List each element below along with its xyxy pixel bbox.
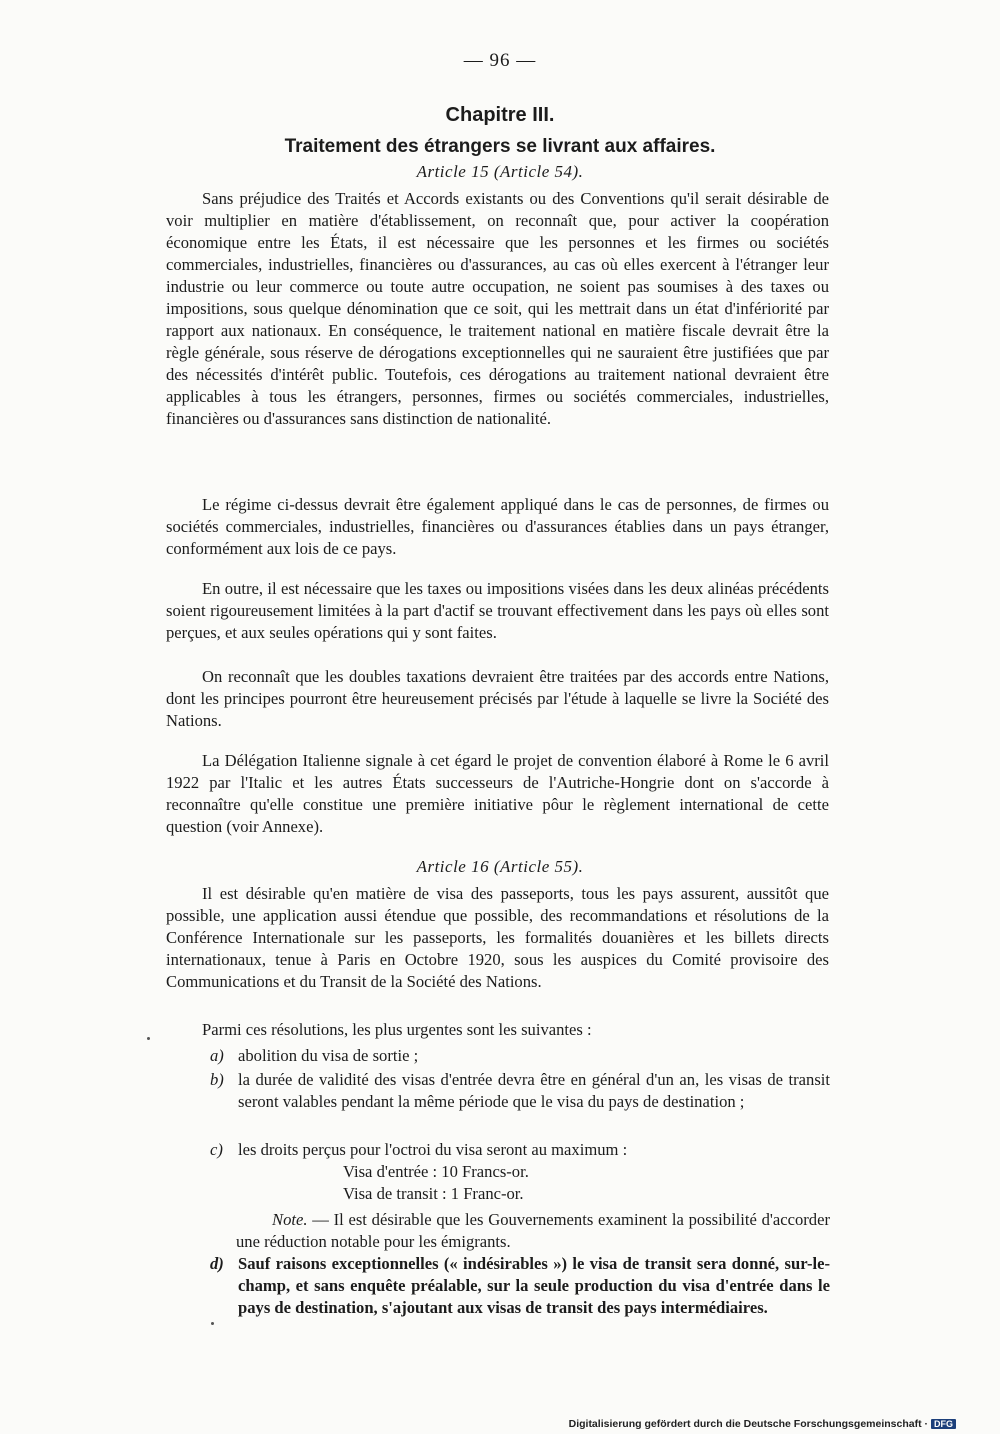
chapter-subtitle: Traitement des étrangers se livrant aux affaires. (284, 136, 716, 157)
list-label: c) (210, 1140, 223, 1159)
note-paragraph (236, 1209, 830, 1253)
article-15-paragraph-4: On reconnaît que les doubles taxations devraient être traitées par des accords entre Nations, dont les principes pourront être heureusement précisés par l'étude à laquelle se livre la Société des Nations. (166, 667, 829, 730)
chapter-title: Chapitre III. (445, 104, 555, 126)
visa-entry-fee: Visa d'entrée : 10 Francs-or. (343, 1162, 529, 1181)
note-label: Note. (272, 1210, 308, 1229)
list-item-a (210, 1045, 830, 1067)
list-text: abolition du visa de sortie ; (238, 1046, 419, 1065)
visa-transit-fee: Visa de transit : 1 Franc-or. (343, 1184, 524, 1203)
footer-text: Digitalisierung gefördert durch die Deutsche Forschungsgemeinschaft · (568, 1418, 928, 1430)
footer-credit (569, 1418, 956, 1430)
speck (211, 1322, 214, 1325)
note-text: — Il est désirable que les Gouvernements examinent la possibilité d'accorder une réduction notable pour les émigrants. (236, 1210, 830, 1251)
page-number: — 96 — (463, 50, 537, 71)
list-text: la durée de validité des visas d'entrée devra être en général d'un an, les visas de transit seront valables pendant la même période que le visa du pays de destination ; (238, 1070, 830, 1111)
dfg-logo-icon: DFG (931, 1419, 956, 1429)
speck (147, 1037, 150, 1040)
article-15-heading: Article 15 (Article 54). (416, 162, 584, 181)
list-item-d (210, 1253, 830, 1319)
article-15-paragraph-1: Sans préjudice des Traités et Accords existants ou des Conventions qu'il serait désirable de voir multiplier en matière d'établissement, on reconnaît que, pour activer la coopération économique entre les États, il est nécessaire que les personnes et les firmes ou sociétés commerciales, industrielles, financières ou d'assurances, au cas où elles exercent à l'étranger leur industrie ou leur commerce ou toute autre occupation, ne soient pas soumises à des taxes ou impositions, sous quelque dénomination que ce soit, qui les mettrait dans un état d'infériorité par rapport aux nationaux. En conséquence, le traitement national en matière fiscale devrait être la règle générale, sous réserve de dérogations exceptionnelles qui ne sauraient être justifiées que par des nécessités d'intérêt public. Toutefois, ces dérogations au traitement national devraient être applicables à tous les étrangers, personnes, firmes ou sociétés commerciales, industrielles, financières ou d'assurances sans distinction de nationalité. (166, 189, 829, 428)
list-label: d) (210, 1254, 224, 1273)
article-16-intro: Il est désirable qu'en matière de visa des passeports, tous les pays assurent, aussitôt que possible, une application aussi étendue que possible, des recommandations et résolutions de la Conférence Internationale sur les passeports, les formalités douanières et les billets directs internationaux, tenue à Paris en Octobre 1920, sous les auspices du Comité provisoire des Communications et du Transit de la Société des Nations. (166, 884, 829, 991)
list-label: a) (210, 1046, 224, 1065)
article-16-list-intro: Parmi ces résolutions, les plus urgentes sont les suivantes : (202, 1020, 592, 1039)
list-item-c (210, 1139, 830, 1161)
article-15-paragraph-2: Le régime ci-dessus devrait être également appliqué dans le cas de personnes, de firmes ou sociétés commerciales, industrielles, financières ou d'assurances établies dans un pays étranger, conformément aux lois de ce pays. (166, 495, 829, 558)
article-16-heading: Article 16 (Article 55). (416, 857, 584, 876)
list-text: les droits perçus pour l'octroi du visa seront au maximum : (238, 1140, 628, 1159)
list-item-b (210, 1069, 830, 1113)
article-15-paragraph-5: La Délégation Italienne signale à cet égard le projet de convention élaboré à Rome le 6 avril 1922 par l'Italic et les autres États successeurs de l'Autriche-Hongrie dont on s'accorde à reconnaître qu'elle constitue une première initiative pôur le règlement international de cette question (voir Annexe). (166, 751, 829, 836)
list-label: b) (210, 1070, 224, 1089)
list-text: Sauf raisons exceptionnelles (« indésirables ») le visa de transit sera donné, sur-le-champ, et sans enquête préalable, sur la seule production du visa d'entrée dans le pays de destination, s'ajoutant aux visas de transit des pays intermédiaires. (238, 1254, 830, 1317)
article-15-paragraph-3: En outre, il est nécessaire que les taxes ou impositions visées dans les deux alinéas précédents soient rigoureusement limitées à la part d'actif se trouvant effectivement dans les pays où elles sont perçues, et aux seules opérations qui y sont faites. (166, 579, 829, 642)
